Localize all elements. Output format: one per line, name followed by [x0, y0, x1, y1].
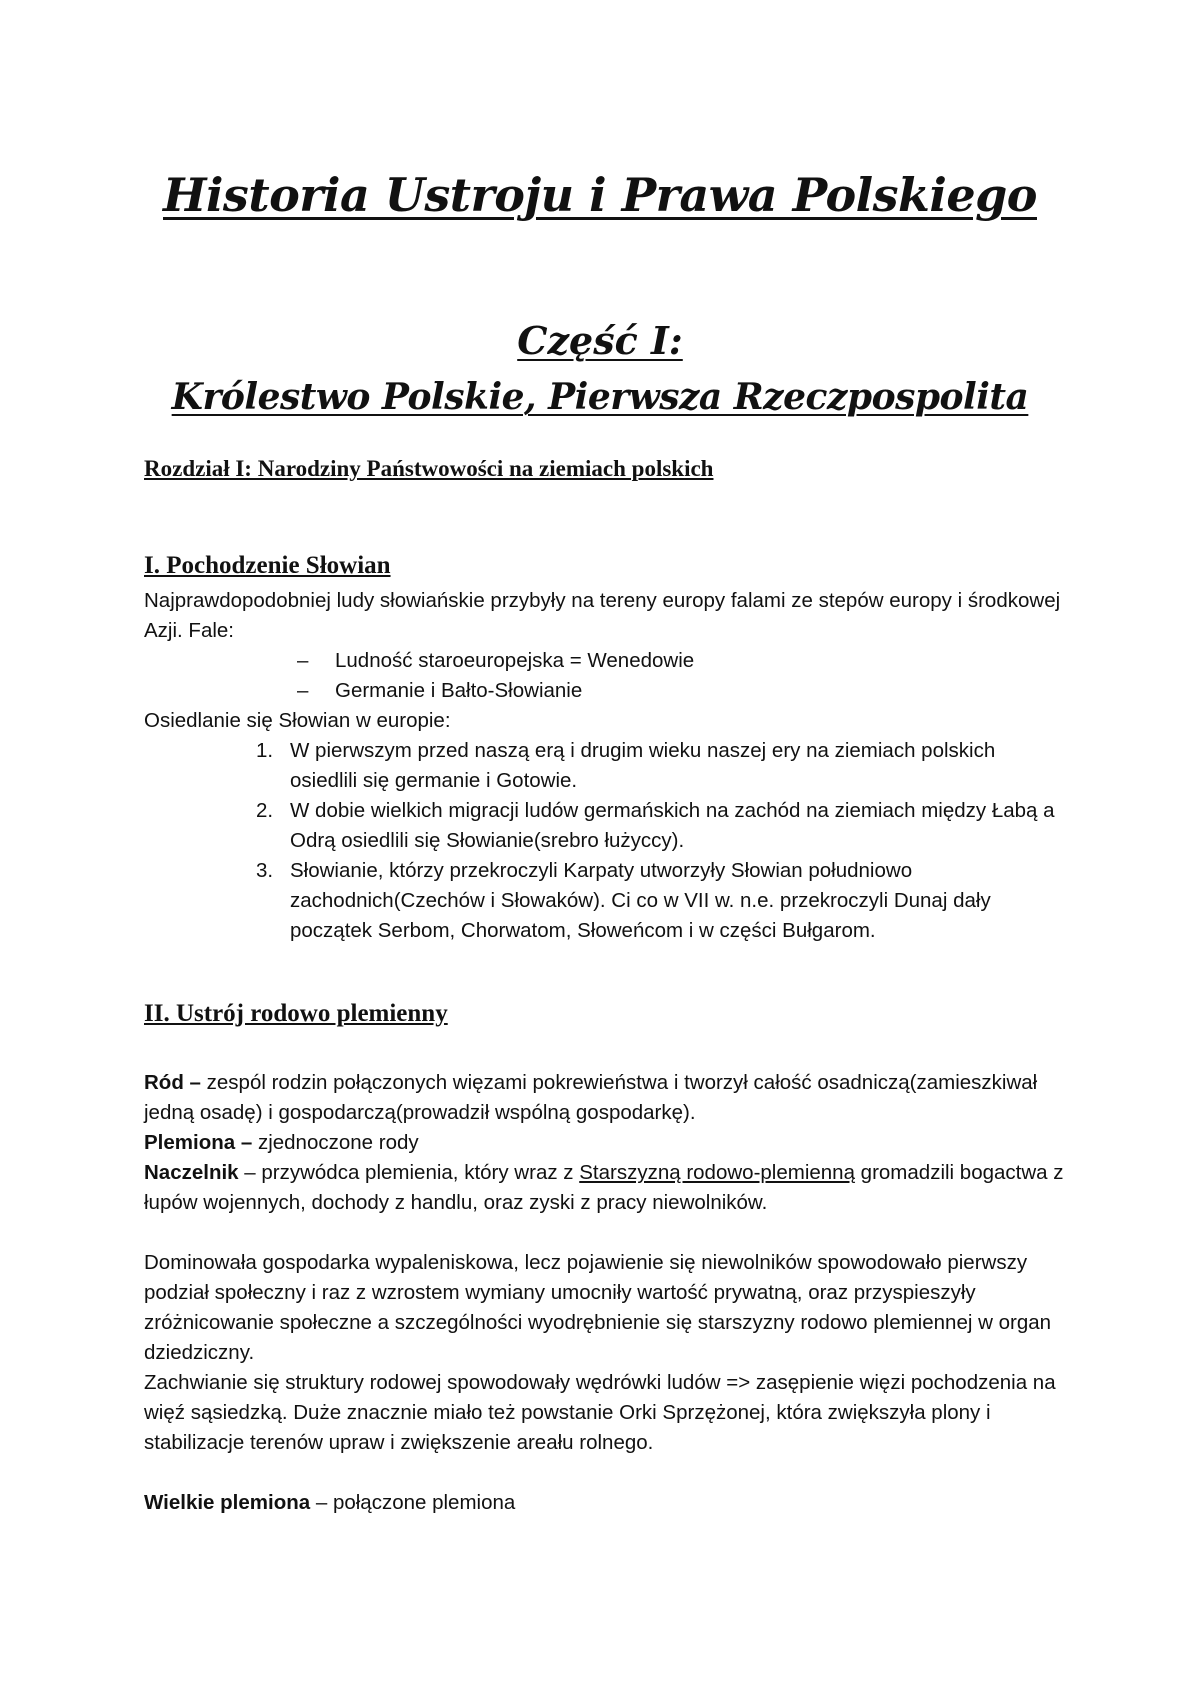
definition-rod [144, 1068, 1084, 1128]
definition-plemiona-text: zjednoczone rody [252, 1131, 419, 1154]
dash-list-item [297, 646, 694, 676]
list-number: 2. [256, 799, 274, 822]
definition-naczelnik-text-a: – przywódca plemienia, który wraz z [238, 1161, 580, 1184]
list-item-text: W pierwszym przed naszą erą i drugim wieku naszej ery na ziemiach polskich osiedlili się germanie i Gotowie. [290, 739, 996, 792]
definition-rod-text: zespól rodzin połączonych więzami pokrewieństwa i tworzył całość osadniczą(zamieszkiwał jedną osadę) i gospodarczą(prowadził wspólną gospodarkę). [144, 1071, 1038, 1124]
section1-intro: Najprawdopodobniej ludy słowiańskie przybyły na tereny europy falami ze stepów europy i środkowej Azji. Fale: [144, 589, 1061, 642]
numbered-list-item [256, 736, 1056, 796]
numbered-list-item [256, 856, 1056, 946]
section-heading-tribal-system: II. Ustrój rodowo plemienny [144, 1000, 448, 1027]
list-item-text: W dobie wielkich migracji ludów germańskich na zachód na ziemiach między Łabą a Odrą osiedlili się Słowianie(srebro łużyccy). [290, 799, 1055, 852]
term-wielkie-plemiona: Wielkie plemiona [144, 1491, 311, 1514]
list-number: 3. [256, 859, 274, 882]
numbered-list-item [256, 796, 1056, 856]
settlement-label: Osiedlanie się Słowian w europie: [144, 709, 451, 732]
part-title: Część I: [517, 318, 683, 363]
document-title: Historia Ustroju i Prawa Polskiego [163, 168, 1037, 222]
dash-bullet: – [297, 679, 309, 702]
part-subtitle: Królestwo Polskie, Pierwsza Rzeczpospolita [171, 376, 1029, 418]
term-plemiona: Plemiona – [144, 1131, 253, 1154]
definition-naczelnik-text-b: gromadzili bogactwa z łupów wojennych, dochody z handlu, oraz zyski z pracy niewolników. [144, 1161, 1064, 1214]
dash-bullet: – [297, 649, 309, 672]
paragraph-economy: Dominowała gospodarka wypaleniskowa, lecz pojawienie się niewolników spowodowało pierwszy podział społeczny i raz z wzrostem wymiany umocniły wartość prywatną, oraz przyspieszyły zróżnicowanie społeczne a szczególności wyodrębnienie się starszyzny rodowo plemiennej w organ dziedziczny. [144, 1251, 1052, 1364]
starszyzna-link-text: Starszyzną rodowo-plemienną [579, 1161, 855, 1184]
term-naczelnik: Naczelnik [144, 1161, 239, 1184]
definition-wielkie-plemiona [144, 1488, 1084, 1518]
definition-naczelnik [144, 1158, 1084, 1218]
definition-plemiona [144, 1128, 1084, 1158]
dash-list-item [297, 676, 582, 706]
list-item-text: Słowianie, którzy przekroczyli Karpaty utworzyły Słowian południowo zachodnich(Czechów i Słowaków). Ci co w VII w. n.e. przekroczyli Dunaj dały początek Serbom, Chorwatom, Słoweńcom i w części Bułgarom. [290, 859, 991, 942]
dash-item-text: Germanie i Bałto-Słowianie [335, 679, 583, 702]
term-rod: Ród – [144, 1071, 201, 1094]
definition-wielkie-plemiona-text: – połączone plemiona [310, 1491, 516, 1514]
paragraph-structure: Zachwianie się struktury rodowej spowodowały wędrówki ludów => zasępienie więzi pochodzenia na więź sąsiedzką. Duże znacznie miało też powstanie Orki Sprzężonej, która zwiększyła plony i stabilizacje terenów upraw i zwiększenie areału rolnego. [144, 1371, 1056, 1454]
chapter-heading: Rozdział I: Narodziny Państwowości na ziemiach polskich [144, 456, 714, 481]
list-number: 1. [256, 739, 274, 762]
section-heading-origin: I. Pochodzenie Słowian [144, 552, 391, 579]
dash-item-text: Ludność staroeuropejska = Wenedowie [335, 649, 695, 672]
